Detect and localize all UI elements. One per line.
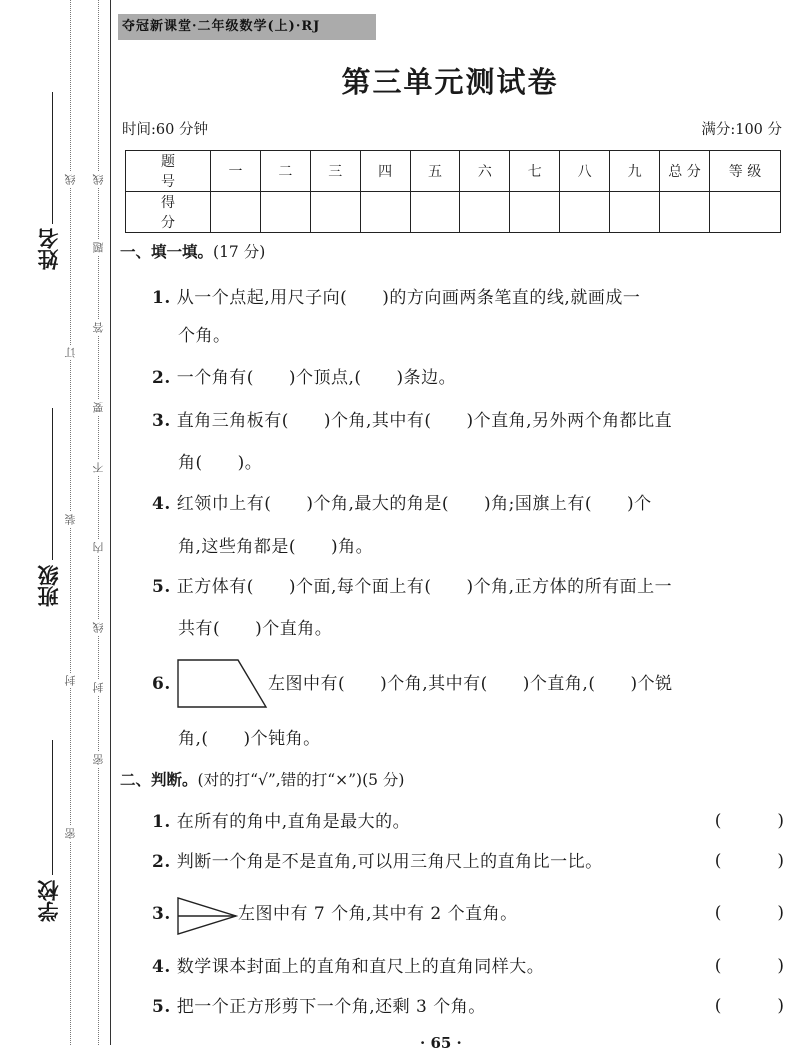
table-header-cell: 题 号: [126, 151, 211, 192]
inner-seg: 答: [92, 322, 105, 333]
question-4-cont: 角,这些角都是( )角。: [178, 537, 374, 557]
question-1-cont: 个角。: [178, 326, 231, 346]
answer-paren[interactable]: (): [714, 996, 784, 1016]
page-title: 第三单元测试卷: [341, 65, 559, 99]
question-3: [152, 410, 786, 432]
score-cell[interactable]: [211, 192, 261, 233]
table-header-cell: 七: [510, 151, 560, 192]
table-header-cell: 五: [410, 151, 460, 192]
trapezoid-figure: [176, 658, 268, 710]
question-number: 5.: [152, 997, 171, 1017]
judge-2: [152, 851, 786, 873]
inner-seg: 内: [92, 542, 105, 553]
question-number: 5.: [152, 577, 171, 597]
full-score: 满分:100 分: [701, 122, 782, 138]
table-row-label: 得 分: [126, 192, 211, 233]
question-text: 直角三角板有( )个角,其中有( )个直角,另外两个角都比直: [176, 411, 673, 431]
answer-paren[interactable]: (): [714, 903, 784, 923]
school-label: 学校: [37, 880, 61, 922]
judge-3-text: 左图中有 7 个角,其中有 2 个直角。: [238, 904, 518, 924]
question-number: 1.: [152, 288, 171, 308]
school-write-line[interactable]: [52, 740, 53, 875]
series-banner: 夺冠新课堂·二年级数学(上)·RJ: [118, 14, 376, 40]
margin-rule: [110, 0, 111, 1045]
name-write-line[interactable]: [52, 92, 53, 224]
page-number: · 65 ·: [420, 1034, 462, 1052]
table-row: [126, 192, 781, 233]
section-points: (17 分): [213, 243, 266, 261]
table-header-cell: 六: [460, 151, 510, 192]
table-header-cell: 四: [360, 151, 410, 192]
score-cell[interactable]: [610, 192, 660, 233]
answer-paren[interactable]: (): [714, 851, 784, 871]
inner-seg: 线: [92, 174, 105, 185]
section-title: 一、填一填。: [120, 242, 214, 261]
class-label: 班级: [37, 565, 61, 607]
score-cell[interactable]: [360, 192, 410, 233]
question-2: [152, 367, 786, 389]
table-row: [126, 151, 781, 192]
split-triangle-figure: [176, 896, 238, 936]
question-6-cont: 角,( )个钝角。: [178, 729, 321, 749]
score-cell[interactable]: [460, 192, 510, 233]
inner-seg: 密: [92, 754, 105, 765]
answer-paren[interactable]: (): [714, 811, 784, 831]
question-number: 4.: [152, 957, 171, 977]
name-label: 姓名: [37, 228, 61, 270]
question-text: 判断一个角是不是直角,可以用三角尺上的直角比一比。: [176, 852, 603, 872]
question-text: 把一个正方形剪下一个角,还剩 3 个角。: [176, 997, 486, 1017]
score-cell[interactable]: [510, 192, 560, 233]
section-1-heading: [120, 240, 265, 262]
question-number: 3.: [152, 411, 171, 431]
table-header-cell: 二: [260, 151, 310, 192]
question-5: [152, 576, 786, 598]
question-text: 正方体有( )个面,每个面上有( )个角,正方体的所有面上一: [176, 577, 673, 597]
section-title: 二、判断。: [120, 770, 198, 789]
score-cell[interactable]: [710, 192, 781, 233]
question-text: 数学课本封面上的直角和直尺上的直角同样大。: [176, 957, 545, 977]
question-6-text: 左图中有( )个角,其中有( )个直角,( )个锐: [268, 674, 673, 694]
outer-seg: 装: [64, 514, 77, 525]
question-3-cont: 角( )。: [178, 453, 263, 473]
answer-paren[interactable]: (): [714, 956, 784, 976]
question-4: [152, 493, 786, 515]
score-cell[interactable]: [310, 192, 360, 233]
table-header-cell: 三: [310, 151, 360, 192]
score-cell[interactable]: [410, 192, 460, 233]
question-number: 3.: [152, 904, 171, 924]
time-limit: 时间:60 分钟: [122, 122, 208, 138]
score-cell[interactable]: [560, 192, 610, 233]
inner-seg: 线: [92, 622, 105, 633]
question-text: 红领巾上有( )个角,最大的角是( )角;国旗上有( )个: [176, 494, 652, 514]
binding-strip: [0, 0, 112, 1045]
judge-5: [152, 996, 786, 1018]
inner-seg: 封: [92, 682, 105, 693]
question-1: [152, 287, 786, 309]
table-header-cell: 九: [610, 151, 660, 192]
section-2-heading: [120, 768, 404, 790]
question-number: 2.: [152, 368, 171, 388]
question-number: 4.: [152, 494, 171, 514]
table-header-cell: 八: [560, 151, 610, 192]
section-points: (对的打“√”,错的打“×”)(5 分): [197, 771, 405, 789]
score-cell[interactable]: [260, 192, 310, 233]
outer-seg: 订: [64, 347, 77, 358]
inner-seg: 不: [92, 462, 105, 473]
judge-1: [152, 811, 786, 833]
question-5-cont: 共有( )个直角。: [178, 619, 333, 639]
question-number: 1.: [152, 812, 171, 832]
question-text: 在所有的角中,直角是最大的。: [176, 812, 411, 832]
question-number: 6.: [152, 674, 171, 694]
inner-cut-line: [98, 0, 99, 1045]
table-header-cell: 等 级: [710, 151, 781, 192]
class-write-line[interactable]: [52, 408, 53, 560]
question-number: 2.: [152, 852, 171, 872]
judge-4: [152, 956, 786, 978]
outer-seg: 封: [64, 675, 77, 686]
score-table: [125, 150, 781, 233]
score-cell[interactable]: [660, 192, 710, 233]
inner-seg: 题: [92, 242, 105, 253]
table-header-cell: 总 分: [660, 151, 710, 192]
outer-seg: 线: [64, 174, 77, 185]
table-header-cell: 一: [211, 151, 261, 192]
question-text: 一个角有( )个顶点,( )条边。: [176, 368, 457, 388]
question-text: 从一个点起,用尺子向( )的方向画两条笔直的线,就画成一: [176, 288, 641, 308]
outer-seg: 密: [64, 828, 77, 839]
inner-seg: 要: [92, 402, 105, 413]
